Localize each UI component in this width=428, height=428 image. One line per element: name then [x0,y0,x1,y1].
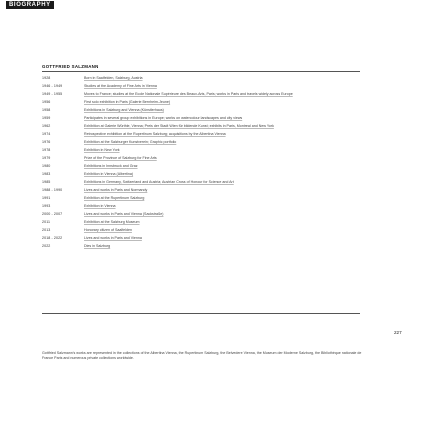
entry-text: Exhibition at the Salzburger Kunstverein; Graphic portfolio [84,140,177,144]
entry-year: 1991 [42,196,51,200]
timeline-entry [42,212,360,216]
entry-year: 1983 [42,172,51,176]
entry-year: 2018 - 2022 [42,236,63,240]
entry-text: Dies in Salzburg [84,244,111,248]
timeline-entry [42,84,360,88]
timeline-entry [42,132,360,136]
entry-year: 1993 [42,204,51,208]
timeline-entry [42,180,360,184]
entry-text: Lives and works in Paris and Vienna [84,236,142,240]
entry-text: First solo exhibition in Paris (Galerie Bernheim-Jeune) [84,100,171,104]
entry-year: 1988 - 1990 [42,188,63,192]
entry-year: 1979 [42,156,51,160]
timeline-entry [42,164,360,168]
entry-year: 2013 [42,228,51,232]
entry-year: 1980 [42,164,51,168]
section-title: GOTTFRIED SALZMANN [42,64,99,69]
entry-text: Exhibitions in Innsbruck and Graz [84,164,138,168]
biography-tag: BIOGRAPHY [6,1,54,9]
timeline-entry [42,220,360,224]
entry-text: Born in Saalfelden, Salzburg, Austria [84,76,143,80]
entry-text: Exhibitions in Germany, Switzerland and Austria; Austrian Cross of Honour for Science and Art [84,180,234,184]
entry-year: 1976 [42,140,51,144]
timeline-entry [42,108,360,112]
entry-text: Exhibition at Galerie Würthle, Vienna; Preis der Stadt Wien für bildende Kunst; exhibits in Paris, Montreal and New York [84,124,274,128]
entry-year: 1928 [42,76,51,80]
entry-year: 2011 [42,220,51,224]
entry-text: Exhibition in Vienna [84,204,116,208]
entry-text: Honorary citizen of Saalfelden [84,228,132,232]
timeline-entry [42,196,360,200]
entry-year: 1959 [42,116,51,120]
timeline-entry [42,76,360,80]
page-header [0,0,428,12]
entry-year: 1985 [42,180,51,184]
timeline-entry [42,204,360,208]
timeline-end-rule [42,313,360,314]
entry-text: Retrospective exhibition at the Rupertinum Salzburg; acquisitions by the Albertina Vienna [84,132,226,136]
entry-text: Moves to France; studies at the Ecole Nationale Supérieure des Beaux-Arts, Paris; works in Paris and travels widely across Europe [84,92,293,96]
timeline-entry [42,140,360,144]
entry-text: Exhibition in Vienna (Albertina) [84,172,134,176]
entry-text: Lives and works in Paris and Normandy [84,188,148,192]
entry-year: 1978 [42,148,51,152]
entry-year: 1949 - 1955 [42,92,63,96]
page-number: 227 [394,330,402,335]
timeline-entry [42,172,360,176]
entry-year: 1958 [42,108,51,112]
timeline-entry [42,148,360,152]
entry-year: 2022 [42,244,51,248]
entry-text: Exhibitions in Salzburg and Vienna (Künstlerhaus) [84,108,164,112]
entry-text: Prize of the Province of Salzburg for Fine Arts [84,156,157,160]
entry-year: 1974 [42,132,51,136]
timeline-entry [42,188,360,192]
entry-year: 1956 [42,100,51,104]
entry-text: Studies at the Academy of Fine Arts in Vienna [84,84,157,88]
timeline-entry [42,116,360,120]
entry-text: Exhibition at the Rupertinum Salzburg [84,196,145,200]
entry-text: Exhibition at the Salzburg Museum [84,220,140,224]
timeline-entry [42,92,360,96]
title-rule [42,71,360,72]
entry-text: Participates in several group exhibitions in Europe; works on watercolour landscapes and city views [84,116,243,120]
timeline-entry [42,244,360,248]
timeline-entry [42,156,360,160]
entry-text: Exhibition in New York [84,148,120,152]
timeline-entry [42,228,360,232]
footnote: Gottfried Salzmann's works are represented in the collections of the Albertina Vienna, the Rupertinum Salzburg, the Belvedere Vienna, the Museum der Moderne Salzburg, the Bibliothèque nationale de France Paris and numerous private collections worldwide. [42,351,362,360]
timeline-entry [42,236,360,240]
timeline [42,76,360,252]
timeline-entry [42,100,360,104]
entry-year: 1946 - 1949 [42,84,63,88]
entry-year: 1962 [42,124,51,128]
timeline-entry [42,124,360,128]
entry-text: Lives and works in Paris and Vienna (Sackstraße) [84,212,164,216]
entry-year: 2000 - 2007 [42,212,63,216]
